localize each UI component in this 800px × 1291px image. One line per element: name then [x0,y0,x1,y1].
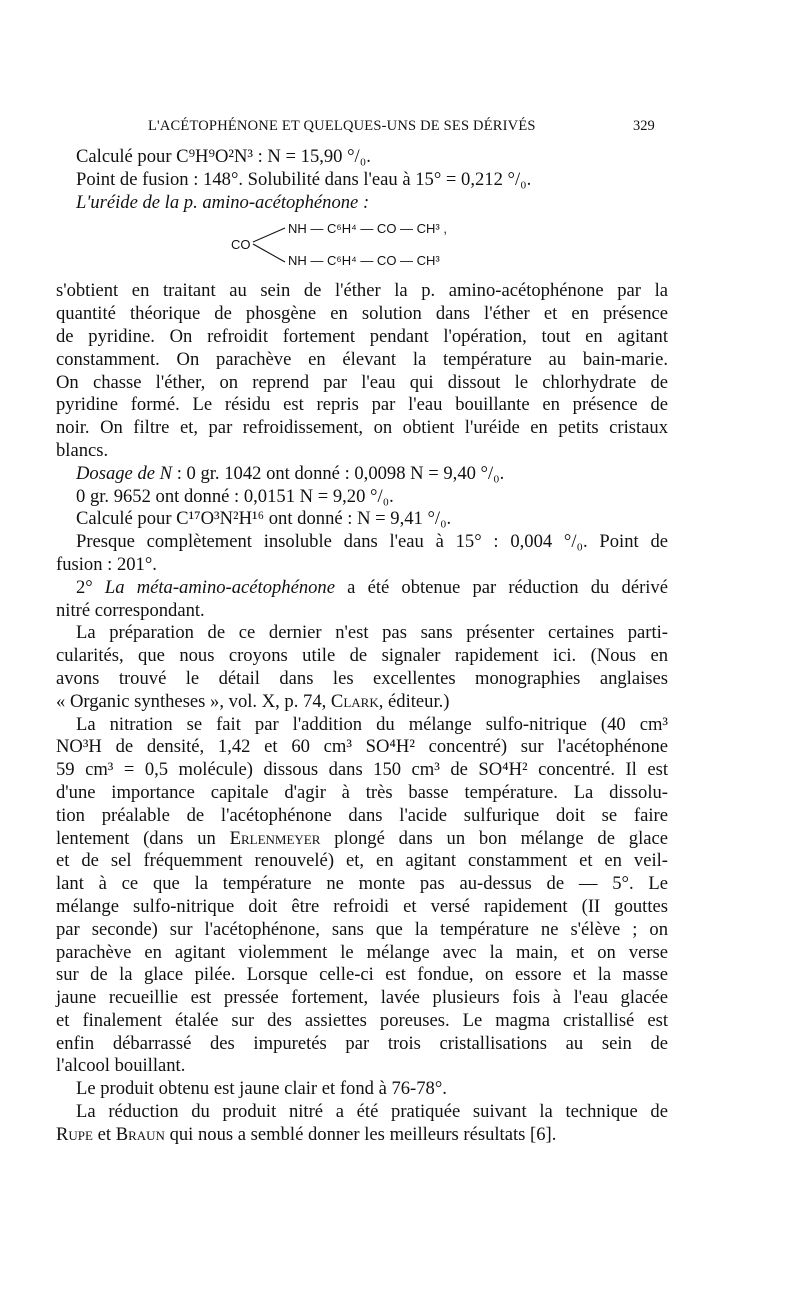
text-fragment: et [92,1123,116,1145]
text-line [56,577,668,600]
text-line: s'obtient en traitant au sein de l'éther la p. amino-acétophénone par la [56,280,668,302]
text-line: nitré correspondant. [56,599,205,621]
formula-bonds [249,222,289,272]
paragraph-reduction [56,1101,668,1147]
formula-co: CO [231,237,251,253]
text-line: 59 cm³ = 0,5 molécule) dissous dans 150 cm³ de SO⁴H² concentré. Il est [56,759,668,781]
text-line: et finalement étalée sur des assiettes poreuses. Le magma cristallisé est [56,1009,668,1031]
text-line [56,828,668,851]
text-line: de pyridine. On refroidit fortement pendant l'opération, tout en agitant [56,325,668,347]
running-title: L'ACÉTOPHÉNONE ET QUELQUES-UNS DE SES DÉRIVÉS [148,118,536,134]
text-fragment: , éditeur.) [378,690,450,712]
text-fragment: plongé dans un bon mélange de glace [320,827,668,849]
meta-number: 2° [76,576,105,598]
calc-line: Calculé pour C⁹H⁹O²N³ : N = 15,90 °/₀. [76,146,371,167]
text-line [56,1124,668,1147]
text-fragment: lentement (dans un [56,827,230,849]
text-line: quantité théorique de phosgène en solution dans l'éther et en présence [56,303,668,325]
paragraph-ureide-preparation [56,280,668,462]
text-line: et de sel fréquemment renouvelé) et, en agitant constamment et en veil- [56,850,668,872]
text-line: fusion : 201°. [56,553,157,575]
text-line: constamment. On parachève en élevant la température au bain-marie. [56,348,668,370]
paragraph-preparation [56,622,668,713]
dosage-result: : 0 gr. 1042 ont donné : 0,0098 N = 9,40 °/₀. [172,462,505,484]
fusion-line: Point de fusion : 148°. Solubilité dans l'eau à 15° = 0,212 °/₀. [76,168,532,190]
erlenmeyer: Erlenmeyer [229,827,321,849]
text-line: parachève en agitant violemment le mélange avec la main, et on verse [56,941,668,963]
solubility-line [56,531,668,577]
meta-heading [56,577,668,623]
text-line: l'alcool bouillant. [56,1055,186,1077]
text-line [56,691,668,714]
text-line: avons trouvé le détail dans les excellentes monographies anglaises [56,667,668,689]
text-line: enfin débarrassé des impuretés par trois cristallisations au sein de [56,1032,668,1054]
page-number: 329 [633,118,655,134]
formula-top-chain: NH — C⁶H⁴ — CO — CH³ , [288,221,447,237]
text-line: Presque complètement insoluble dans l'eau à 15° : 0,004 °/₀. Point de [76,531,668,553]
text-line: lant à ce que la température ne monte pas au-dessus de — 5°. Le [56,873,668,895]
text-line: d'une importance capitale d'agir à très basse température. La dissolu- [56,781,668,803]
ureide-formula [56,216,668,274]
dosage-line-2: 0 gr. 9652 ont donné : 0,0151 N = 9,20 °/₀. [76,485,394,507]
ureide-heading: L'uréide de la p. amino-acétophénone : [76,191,370,213]
text-fragment: qui nous a semblé donner les meilleurs résultats [6]. [164,1123,557,1145]
text-line: La nitration se fait par l'addition du mélange sulfo-nitrique (40 cm³ [76,713,668,735]
product-line: Le produit obtenu est jaune clair et fond à 76-78°. [76,1078,447,1100]
author-rupe: Rupe [56,1123,93,1145]
text-fragment: « Organic syntheses », vol. X, p. 74, [56,690,331,712]
meta-rest: a été obtenue par réduction du dérivé [334,576,668,598]
dosage-label: Dosage de N [76,462,173,484]
text-line: blancs. [56,439,109,461]
dosage-line-3: Calculé pour C¹⁷O³N²H¹⁶ ont donné : N = 9,41 °/₀. [76,508,452,530]
text-line: tion préalable de l'acétophénone dans l'acide sulfurique doit se faire [56,804,668,826]
formula-bottom-chain: NH — C⁶H⁴ — CO — CH³ [288,253,440,269]
author-clark: Clark [330,690,379,712]
text-line: noir. On filtre et, par refroidissement, on obtient l'uréide en petits cristaux [56,417,668,439]
text-line: La réduction du produit nitré a été pratiquée suivant la technique de [76,1101,668,1123]
text-line: mélange sulfo-nitrique doit être refroidi et versé rapidement (II gouttes [56,895,668,917]
text-line: pyridine formé. Le résidu est repris par l'eau bouillante en présence de [56,394,668,416]
text-line: On chasse l'éther, on reprend par l'eau qui dissout le chlorhydrate de [56,371,668,393]
meta-title: La méta-amino-acétophénone [104,576,335,598]
text-line: La préparation de ce dernier n'est pas sans présenter certaines parti- [76,622,668,644]
text-line: cularités, que nous croyons utile de signaler rapidement ici. (Nous en [56,645,668,667]
text-line: jaune recueillie est pressée fortement, lavée plusieurs fois à l'eau glacée [56,987,668,1009]
text-line: NO³H de densité, 1,42 et 60 cm³ SO⁴H² concentré) sur l'acétophénone [56,736,668,758]
text-line: par seconde) sur l'acétophénone, sans que la température ne s'élève ; on [56,918,668,940]
paragraph-nitration [56,714,668,1079]
text-line: sur de la glace pilée. Lorsque celle-ci est fondue, on essore et la masse [56,964,668,986]
author-braun: Braun [115,1123,165,1145]
body-text [56,146,668,1147]
dosage-line [56,463,668,486]
